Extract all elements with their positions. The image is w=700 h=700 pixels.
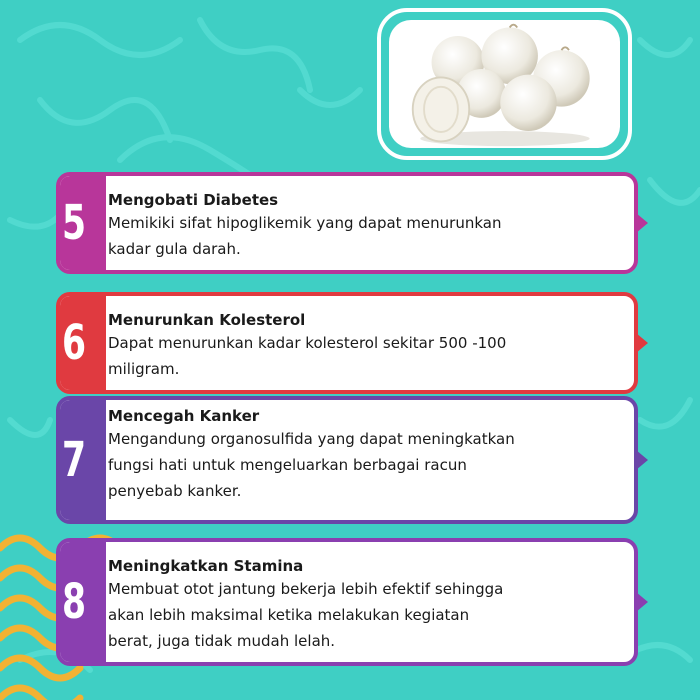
benefit-number: 5 xyxy=(62,195,87,251)
onion-photo xyxy=(389,20,620,148)
benefit-desc-line: Mengandung organosulfida yang dapat meningkatkan xyxy=(108,430,515,448)
benefit-title: Menurunkan Kolesterol xyxy=(108,311,306,329)
benefit-card-5 xyxy=(56,172,638,274)
benefit-desc-line: miligram. xyxy=(108,360,180,378)
benefit-number: 8 xyxy=(62,574,87,630)
benefit-desc-line: berat, juga tidak mudah lelah. xyxy=(108,632,336,650)
white-onions-icon xyxy=(389,20,620,148)
benefit-number: 6 xyxy=(62,315,87,371)
benefit-title: Mencegah Kanker xyxy=(108,407,260,425)
benefit-desc-line: Memikiki sifat hipoglikemik yang dapat menurunkan xyxy=(108,214,502,232)
benefit-desc-line: penyebab kanker. xyxy=(108,482,242,500)
benefit-desc-line: Dapat menurunkan kadar kolesterol sekitar 500 -100 xyxy=(108,334,507,352)
benefit-title: Meningkatkan Stamina xyxy=(108,557,304,575)
onion-photo-frame xyxy=(377,8,632,160)
benefit-card-8 xyxy=(56,538,638,666)
benefit-desc-line: Membuat otot jantung bekerja lebih efektif sehingga xyxy=(108,580,504,598)
benefit-number: 7 xyxy=(62,432,87,488)
benefit-card-7 xyxy=(56,396,638,524)
benefit-desc-line: fungsi hati untuk mengeluarkan berbagai racun xyxy=(108,456,467,474)
benefit-desc-line: akan lebih maksimal ketika melakukan kegiatan xyxy=(108,606,470,624)
benefit-desc-line: kadar gula darah. xyxy=(108,240,241,258)
benefit-title: Mengobati Diabetes xyxy=(108,191,279,209)
benefit-card-6 xyxy=(56,292,638,394)
